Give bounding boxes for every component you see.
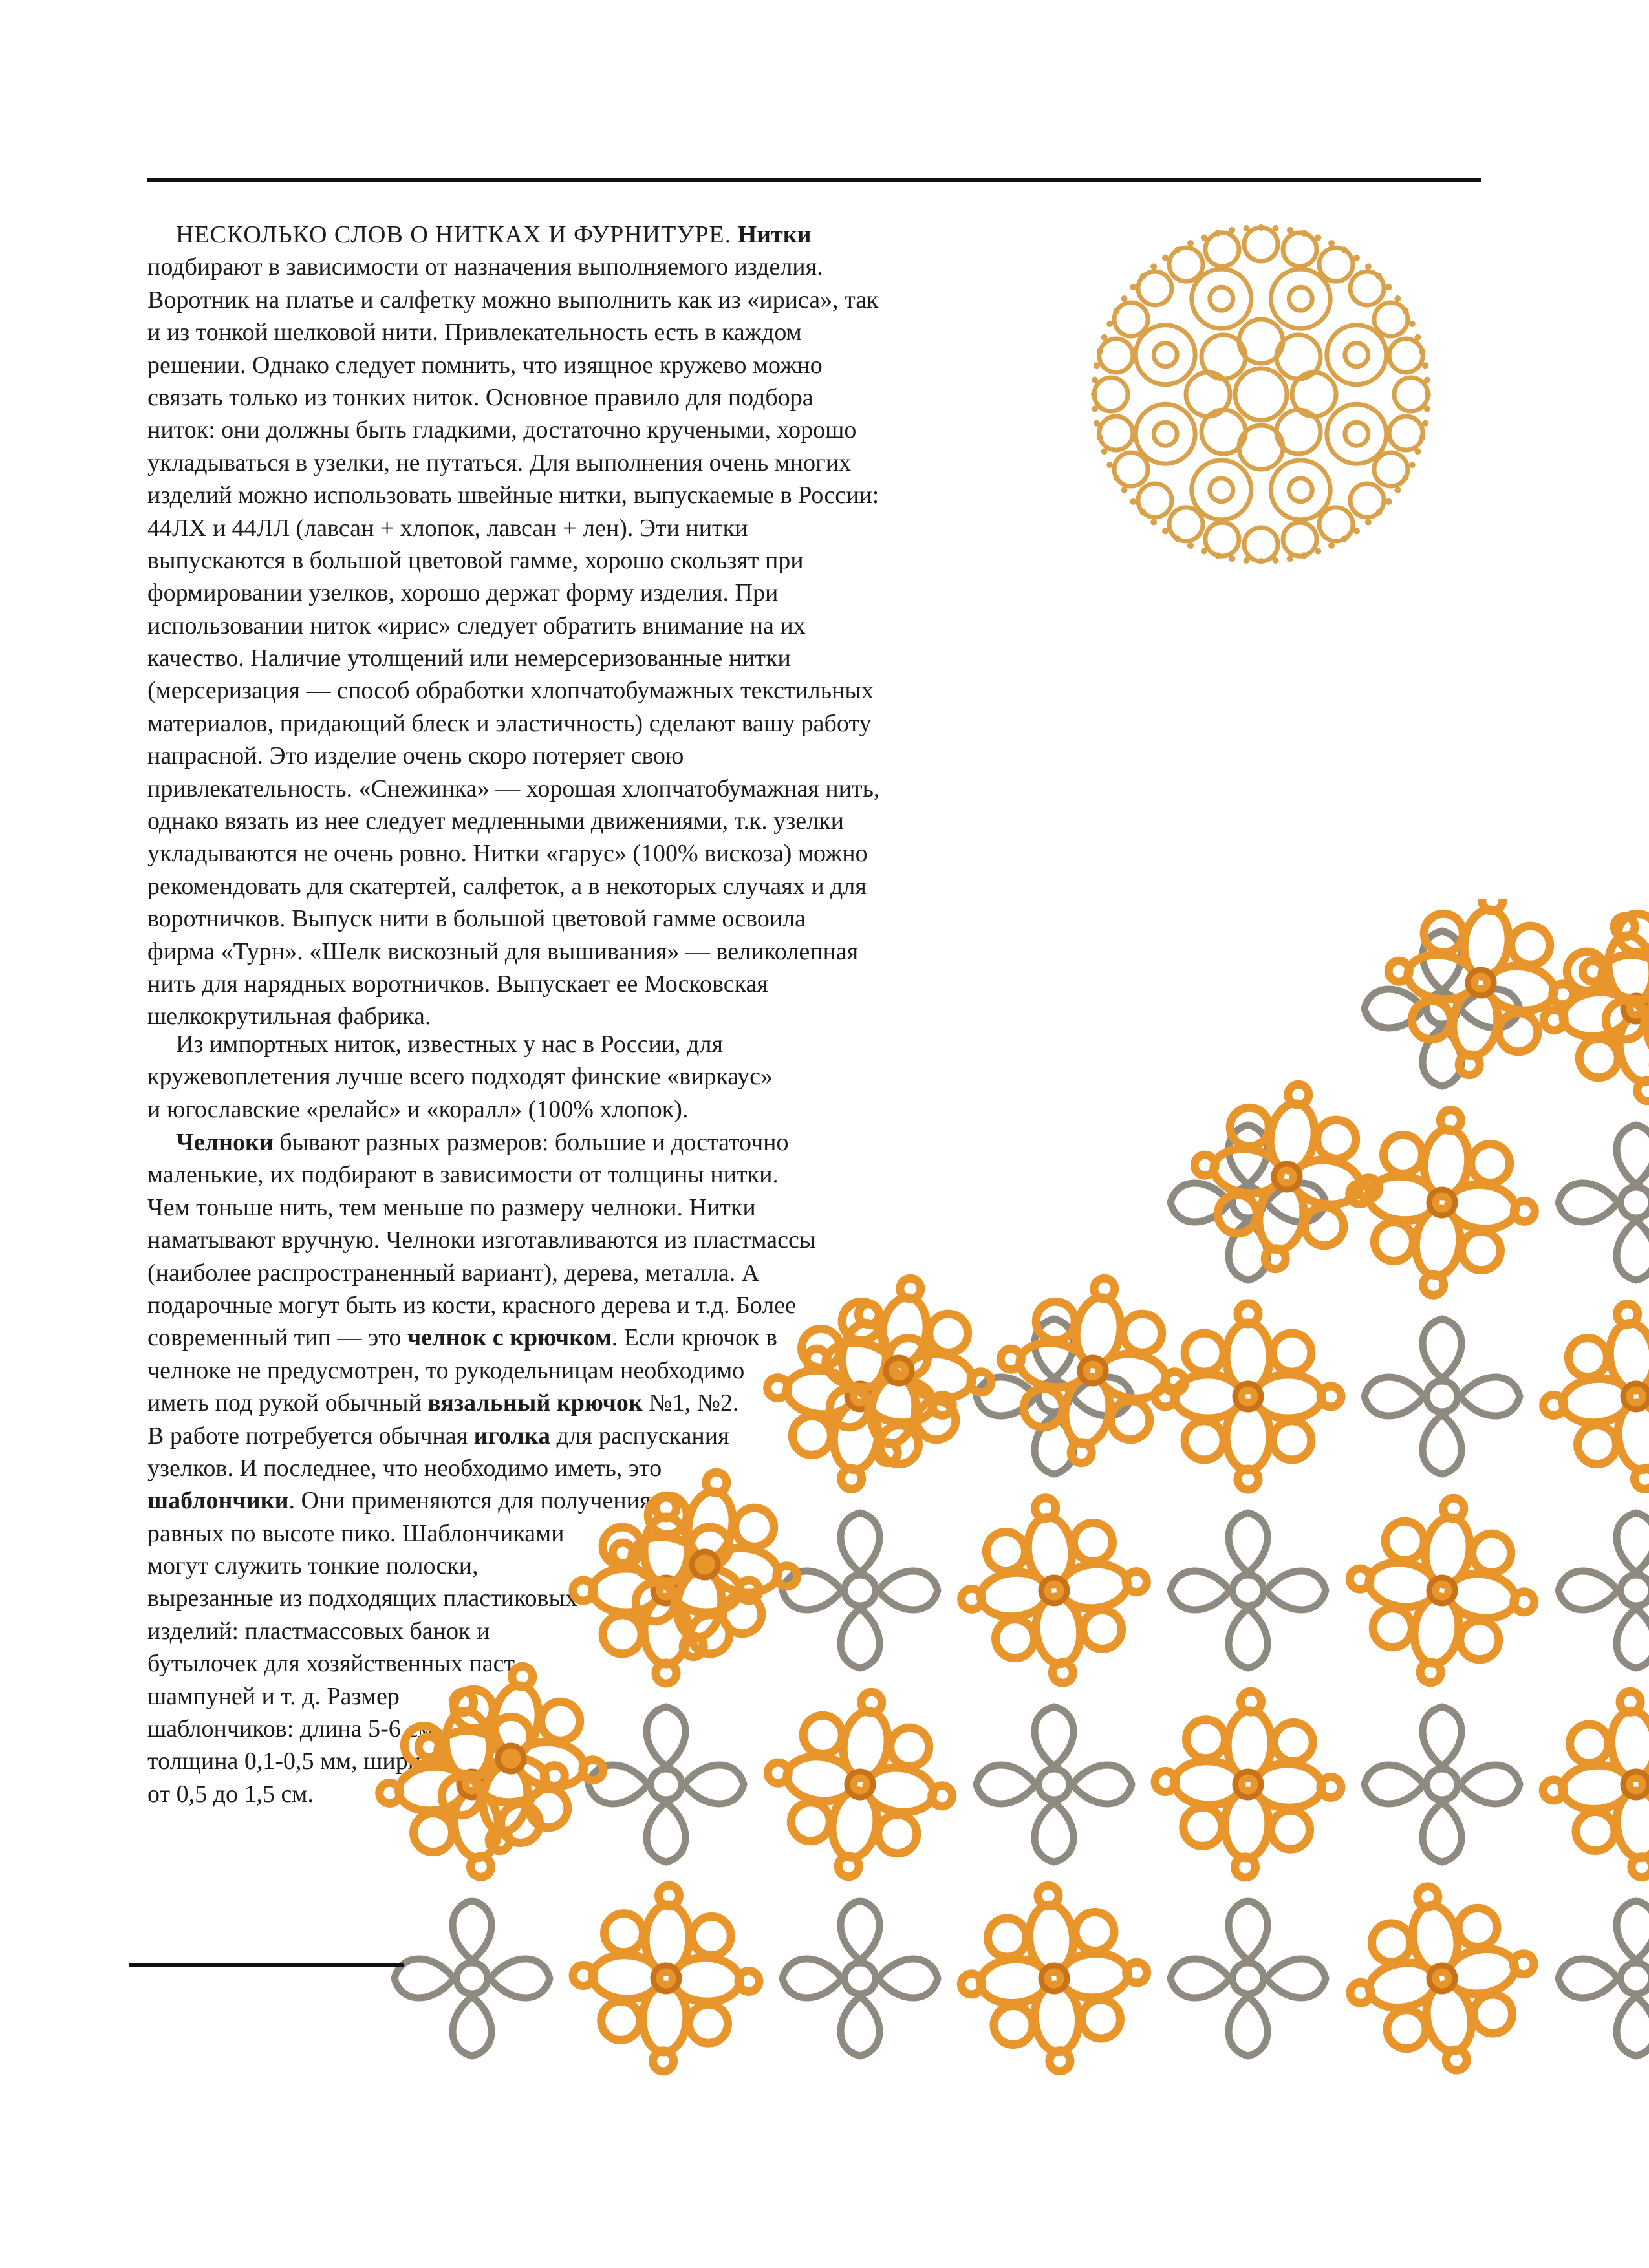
text-fragment: иметь под рукой обычный	[147, 1389, 428, 1417]
term-needle: иголка	[473, 1422, 550, 1450]
text-line: ниток: они должны быть гладкими, достаточно кручеными, хорошо	[147, 416, 857, 444]
text-line: однако вязать из нее следует медленными движениями, т.к. узелки	[147, 808, 844, 835]
text-line: (мерсеризация — способ обработки хлопчатобумажных текстильных	[147, 677, 874, 705]
term-templates: шаблончики	[147, 1487, 289, 1515]
text-fragment: бывают разных размеров: большие и достаточно	[273, 1129, 789, 1156]
text-line: шаблончиков: длина 5-6 см,	[147, 1715, 440, 1743]
section-heading: НЕСКОЛЬКО СЛОВ О НИТКАХ И ФУРНИТУРЕ.	[176, 221, 732, 248]
text-line: бутылочек для хозяйственных паст,	[147, 1650, 519, 1678]
text-line: Из импортных ниток, известных у нас в России, для	[176, 1031, 723, 1058]
bottom-divider-rule	[129, 1963, 404, 1967]
text-fragment: №1, №2.	[642, 1389, 739, 1417]
text-line: маленькие, их подбирают в зависимости от толщины нитки.	[147, 1161, 779, 1189]
text-fragment: В работе потребуется обычная	[147, 1422, 474, 1450]
text-line: и югославские «релайс» и «коралл» (100% хлопок).	[147, 1095, 689, 1123]
text-line: толщина 0,1-0,5 мм, ширина	[147, 1748, 446, 1775]
text-line: укладываться в узелки, не путаться. Для выполнения очень многих	[147, 449, 852, 476]
text-line: челноке не предусмотрен, то рукодельницам необходимо	[147, 1356, 745, 1384]
round-doily-image	[1086, 220, 1436, 569]
text-line: связать только из тонких ниток. Основное правило для подбора	[147, 383, 814, 411]
text-line: фирма «Турн». «Шелк вискозный для вышивания» — великолепная	[147, 937, 859, 965]
text-line: укладываются не очень ровно. Нитки «гарус» (100% вискоза) можно	[147, 840, 868, 868]
text-line: равных по высоте пико. Шаблончиками	[147, 1519, 565, 1547]
term-crochet-hook: вязальный крючок	[427, 1389, 643, 1417]
text-line: шампуней и т. д. Размер	[147, 1682, 400, 1710]
term-threads: Нитки	[737, 221, 812, 248]
text-line: кружевоплетения лучше всего подходят финские «виркаус»	[147, 1063, 773, 1091]
text-fragment: современный тип — это	[147, 1324, 407, 1352]
text-line: решении. Однако следует помнить, что изящное кружево можно	[147, 351, 823, 379]
text-fragment: для распускания	[550, 1422, 729, 1450]
text-fragment: . Если крючок в	[611, 1324, 777, 1352]
text-line: изделий можно использовать швейные нитки, выпускаемые в России:	[147, 482, 879, 509]
text-line: формировании узелков, хорошо держат форму изделия. При	[147, 579, 779, 607]
text-line: узелков. И последнее, что необходимо иметь, это	[147, 1454, 662, 1482]
text-line: Воротник на платье и салфетку можно выполнить как из «ириса», так	[147, 286, 879, 314]
text-line: напрасной. Это изделие очень скоро потеряет свою	[147, 742, 684, 770]
top-divider-rule	[147, 178, 1481, 182]
text-line: изделий: пластмассовых банок и	[147, 1617, 490, 1645]
text-fragment: . Они применяются для получения	[288, 1487, 651, 1515]
text-line: и из тонкой шелковой нити. Привлекательность есть в каждом	[147, 319, 802, 347]
text-line: выпускаются в большой цветовой гамме, хорошо скользят при	[147, 546, 804, 574]
text-line: материалов, придающий блеск и эластичность) сделают вашу работу	[147, 709, 872, 737]
tatted-lace-image	[362, 899, 1649, 2121]
text-line: (наиболее распространенный вариант), дерева, металла. А	[147, 1259, 760, 1287]
text-line: наматывают вручную. Челноки изготавливаются из пластмассы	[147, 1226, 816, 1254]
text-line: воротничков. Выпуск нити в большой цветовой гамме освоила	[147, 905, 806, 933]
text-line: подарочные могут быть из кости, красного дерева и т.д. Более	[147, 1291, 796, 1319]
text-line: вырезанные из подходящих пластиковых	[147, 1585, 578, 1612]
term-hook-shuttle: челнок с крючком	[407, 1324, 612, 1352]
text-line: использовании ниток «ирис» следует обратить внимание на их	[147, 612, 806, 639]
text-line: могут служить тонкие полоски,	[147, 1552, 479, 1580]
text-line: качество. Наличие утолщений или немерсеризованные нитки	[147, 645, 791, 672]
term-shuttles: Челноки	[176, 1129, 274, 1156]
text-line: Чем тоньше нить, тем меньше по размеру челноки. Нитки	[147, 1193, 756, 1221]
text-line: от 0,5 до 1,5 см.	[147, 1780, 314, 1808]
text-line: привлекательность. «Снежинка» — хорошая хлопчатобумажная нить,	[147, 775, 880, 802]
text-line: шелкокрутильная фабрика.	[147, 1003, 431, 1031]
text-line: нить для нарядных воротничков. Выпускает ее Московская	[147, 970, 768, 998]
text-line: рекомендовать для скатертей, салфеток, а в некоторых случаях и для	[147, 872, 867, 900]
text-line: 44ЛХ и 44ЛЛ (лавсан + хлопок, лавсан + лен). Эти нитки	[147, 514, 748, 542]
text-line: подбирают в зависимости от назначения выполняемого изделия.	[147, 253, 823, 281]
paragraph-first-line	[147, 219, 879, 251]
